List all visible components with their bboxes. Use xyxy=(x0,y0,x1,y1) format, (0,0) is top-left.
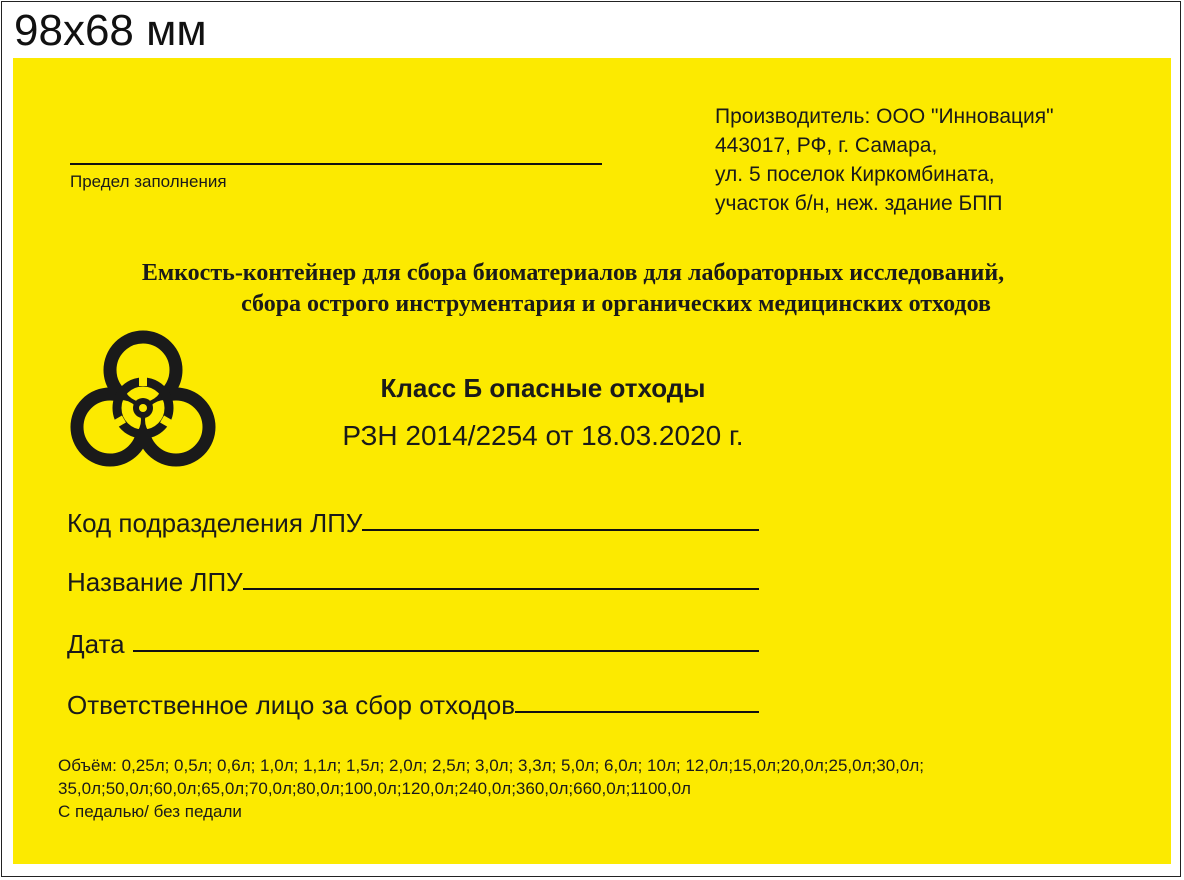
container-title xyxy=(33,258,1113,320)
field-label: Название ЛПУ xyxy=(67,567,243,597)
fill-limit-caption: Предел заполнения xyxy=(70,172,227,191)
field-department-code xyxy=(67,502,759,536)
volume-info xyxy=(58,754,1158,823)
title-line: Емкость-контейнер для сбора биоматериалов для лабораторных исследований, xyxy=(141,260,1005,286)
volume-line: 35,0л;50,0л;60,0л;65,0л;70,0л;80,0л;100,0л;120,0л;240,0л;360,0л;660,0л;1100,0л xyxy=(58,779,691,798)
field-blank-line xyxy=(515,711,759,713)
field-lpu-name xyxy=(67,561,759,595)
manufacturer-block xyxy=(715,102,1054,218)
pedal-option: С педалью/ без педали xyxy=(58,802,242,821)
field-responsible-person xyxy=(67,684,759,718)
manufacturer-line: Производитель: ООО "Инновация" xyxy=(715,105,1054,128)
manufacturer-line: участок б/н, неж. здание БПП xyxy=(715,192,1003,215)
field-label: Ответственное лицо за сбор отходов xyxy=(67,690,516,720)
size-caption: 98х68 мм xyxy=(14,6,207,55)
field-label: Код подразделения ЛПУ xyxy=(67,508,363,538)
field-date xyxy=(67,623,759,657)
manufacturer-line: ул. 5 поселок Киркомбината, xyxy=(715,163,995,186)
volume-line: Объём: 0,25л; 0,5л; 0,6л; 1,0л; 1,1л; 1,5л; 2,0л; 2,5л; 3,0л; 3,3л; 5,0л; 6,0л; 10л; 12,0л;15,0л;20,0л;25,0л;30,0л; xyxy=(58,756,924,775)
biohazard-icon xyxy=(65,330,221,484)
registration-number: РЗН 2014/2254 от 18.03.2020 г. xyxy=(342,420,744,451)
title-line: сбора острого инструментария и органических медицинских отходов xyxy=(241,291,991,317)
manufacturer-line: 443017, РФ, г. Самара, xyxy=(715,134,938,157)
fill-limit-line xyxy=(70,163,602,165)
field-label: Дата xyxy=(67,629,125,659)
field-blank-line xyxy=(362,529,759,531)
waste-label xyxy=(13,58,1171,864)
waste-class: Класс Б опасные отходы xyxy=(380,373,706,403)
field-blank-line xyxy=(243,588,759,590)
field-blank-line xyxy=(133,650,759,652)
